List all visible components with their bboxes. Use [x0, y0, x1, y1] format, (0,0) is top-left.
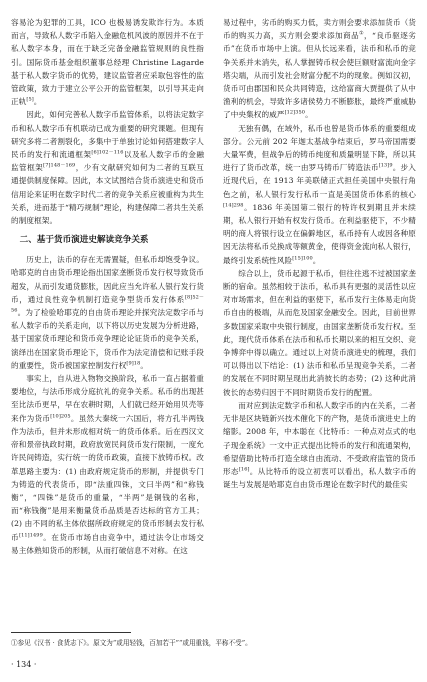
paragraph: 无独有偶，在域外，私币也曾是货币体系的重要组成部分。公元前 202 年迦太基战争结束后，罗马帝国需要大量军费，但战争后的铸币纯度和质量明显下降，所以其进行了货币改革，统一由罗马铸币厂铸造法币$^{[13]9}$。步入近现代后，在 1913 年美联储正式担任美国中央银行角色之前，私人银行发行私币一直是美国货币体系的核心$^{[14]298}$。1836 年美国第二银行的特许权到期且并未续期，私人银行开始有权发行货币。在利益驱使下，不少精明的商人将银行设立在偏僻地区，私币持有人或因各种原因无法将私币兑换成等额黄金，使得资金流向私人银行，最终引发系统性风险$^{[15]100}$。 [223, 123, 416, 265]
citation: [10]205 [50, 413, 71, 420]
citation: [11]1499 [19, 531, 43, 538]
paragraph: 易过程中，劣币的购买力低，卖方则会要求添加货币（货币的购买力高，买方则会要求添加商品①，“良币驱逐劣币”在货币市场中上演。但从长远来看，法币和私币的竞争关系并未消失，私人掌握铸币权会使巨额财富流向金字塔尖端，从而引发社会财富分配不均的现象。例如汉初，货币可由郡国和民众共同铸造，这给富商大贾提供了从中渔利的机会，导致许多诸侯势力不断膨胀，最终严重威胁了中央集权的威严$^{[12]350}$。 [223, 18, 416, 120]
paragraph: 历史上，法币的存在无需置疑，但私币却饱受争议。哈耶克的自由货币理论指出国家垄断货币发行权导致货币超发，从而引发通货膨胀，因此应当允许私人银行发行货币，通过良性竞争机制打造竞争型货币发行体系$^{[8]52-56}$。为了检验哈耶克的自由货币理论并探究法定数字币与私人数字币的关系走向，以下将以历史发展为分析进路，基于国家货币理论和货币竞争理论论证货币的竞争关系，演绎出在国家货币理论下，货币作为法定清偿和记账手段的重要性，货币被国家控制发行权$^{[9]18}$。 [11, 255, 204, 370]
paragraph: 容易沦为犯罪的工具，ICO 也极易诱发欺诈行为。本质而言，导致私人数字币陷入金融危机风波的原因并不在于私人数字本身，而在于缺乏完备金融监管规则的良性指引。国际货币基金组织董事总经理 Christine Lagarde 基于私人数字货币的优势，建议监管者应采取包容性的监管政策，致力于建立公平公开的监管框架，以引导其走向正轨[5]。 [11, 18, 204, 107]
citation: [9]18 [126, 360, 141, 367]
citation: [14]298 [223, 202, 244, 209]
citation: [5] [26, 96, 34, 103]
citation: [16] [238, 466, 250, 473]
body-columns [11, 16, 416, 622]
citation: [12]350 [284, 109, 306, 116]
page-number: · 134 · [11, 660, 37, 669]
section-heading: 二、基于货币演进史解读竞争关系 [19, 235, 149, 246]
paragraph: 因此，如何完善私人数字币监管体系，以将法定数字币和私人数字币有机联动已成为重要的研究课题。但现有研究多将二者割裂化，多集中于单独讨论如何搭建数字人民币的发行和流通框架$^{[6]102-116}$以及私人数字币的金融监管框架$^{[7]148-169}$，少有文献研究如何为二者的互联互通提供制度保障。因此，本文试图结合货币演进史和货币信用论来证明在数字时代二者的竞争关系应被重构为共生关系，进而基于“精巧规制”理论，构建保障二者共生关系的制度框架。 [11, 110, 204, 226]
left-column [11, 16, 204, 622]
right-column [223, 16, 416, 622]
footnote: ①参见《汉书 · 食货志下》。原文为“或用轻钱，百加若干”“或用重钱，平称不受”。 [11, 639, 252, 647]
paragraph: 而对应到法定数字币和私人数字币的内在关系，二者无非是区块链新兴技术催化下的产物，是货币演进史上的缩影。2008 年，中本聪在《比特币：一种点对点式的电子现金系统》一文中正式提出比特币的发行和流通架构，希望借助比特币打造全球自由流动、不受政府监管的货币形态[16]。从比特币的设立初衷可以看出，私人数字币的诞生与发展是哈耶克自由货币理论在数字时代的最佳实 [223, 400, 416, 490]
citation: [13]9 [378, 162, 393, 169]
citation: [8]52－56 [11, 294, 204, 314]
paragraph: 事实上，自从进入物物交换阶段，私币一直占据着重要地位，与法币形成分庭抗礼的竞争关系。私币的出现甚至比法币更早，早在农耕时期，人们就已经开始用贝壳等来作为货币$^{[10]205}$。虽然大秦统一六国后，将方孔半两钱作为法币，但并未形成相对统一的货币体系。后在西汉文帝和景帝执政时期，政府放宽民间货币发行限制，一度允许民间铸造，实行统一的货币政策，直接下放铸币权。改革思路主要为：(1) 由政府规定货币的形制，并提供专门为铸造的代表货币，即“法重四铢，文曰半两”和“称钱衡”，“四铢”是货币的重量，“半两”是铜钱的名称，而“称钱衡”是用来衡量货币品质是否达标的官方工具；(2) 由不同的私主体依据所政府规定的货币形制去发行私币$^{[11]1499}$。在货币市场自由竞争中，通过法令让市场交易主体熟知货币的形制，从而打破信息不对称。在这 [11, 374, 204, 555]
citation: [7]148－169 [43, 162, 76, 169]
citation: [15]100 [292, 255, 313, 262]
citation: [6]102－116 [91, 149, 124, 156]
footnote-divider [11, 632, 131, 633]
footnote-marker: ① [359, 30, 364, 37]
paragraph: 综合以上，货币起源于私币，但往往逃不过被国家垄断的宿命。虽然相较于法币，私币具有更强的灵活性以应对市场需求，但在利益的驱使下，私币发行主体易走向货币自由的极端，从而危及国家金融安全。因此，目前世界多数国家采取中央银行制度，由国家垄断货币发行权。至此，现代货币体系在法币和私币长期以来的相互交织、竞争博弈中得以确立。通过以上对货币演进史的梳理，我们可以得出以下结论：(1) 法币和私币呈现竞争关系，二者的发展在不同时期呈现出此消彼长的态势；(2) 这种此消彼长的态势归因于不同时期货币发行的配置。 [223, 268, 416, 397]
